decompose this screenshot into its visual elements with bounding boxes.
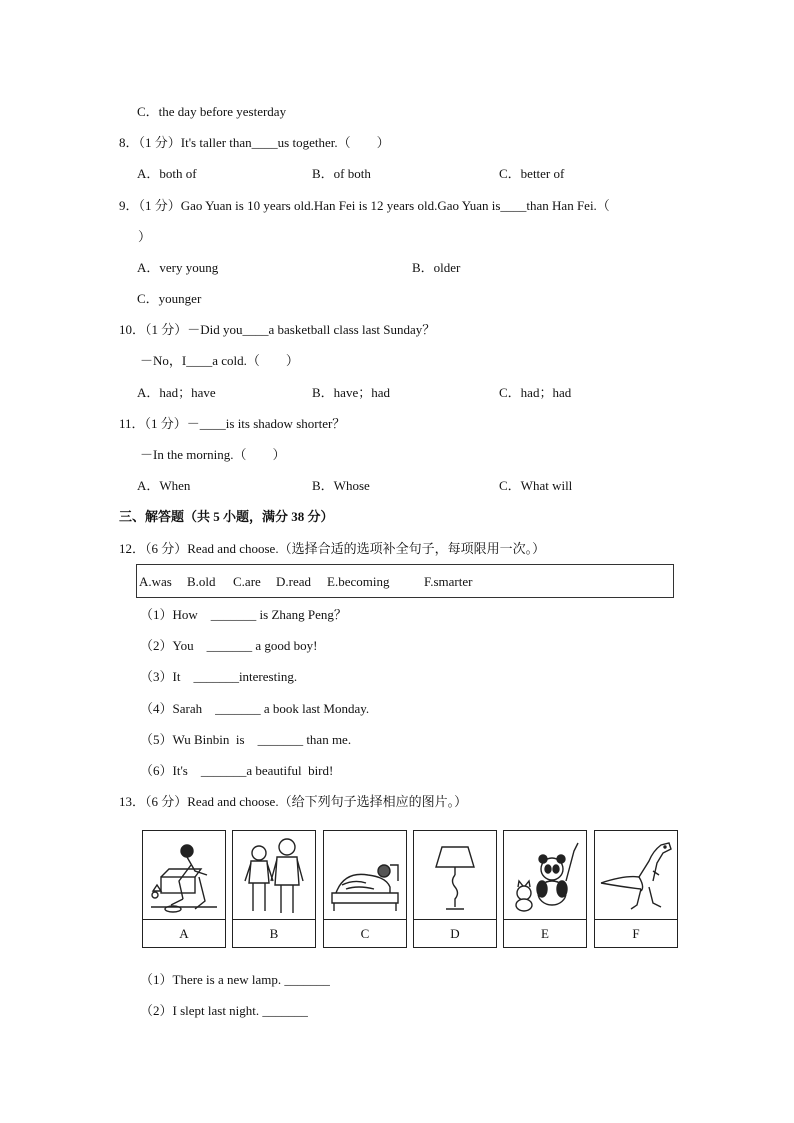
picture-a-label: A xyxy=(143,919,225,948)
picture-e xyxy=(503,830,587,948)
q11-option-c: C．What will xyxy=(499,478,573,493)
q12-item-2: （2）You _______ a good boy! xyxy=(140,638,318,653)
picture-d-label: D xyxy=(414,919,496,948)
q9-stem: 9．（1 分）Gao Yuan is 10 years old.Han Fei is 12 years old.Gao Yuan is____than Han Fei.（ xyxy=(119,198,610,213)
q8-option-c: C．better of xyxy=(499,166,565,181)
q11-stem: 11．（1 分）－____is its shadow shorter？ xyxy=(119,416,346,431)
word-option-d: D.read xyxy=(276,574,312,589)
q12-stem: 12．（6 分）Read and choose.（选择合适的选项补全句子，每项限用一次。） xyxy=(119,541,546,556)
word-option-e: E.becoming xyxy=(327,574,390,589)
q10-option-b: B．have；had xyxy=(312,385,390,400)
sleeping-child-icon xyxy=(324,831,406,919)
word-option-f: F.smarter xyxy=(424,574,473,589)
q13-item-2: （2）I slept last night. _______ xyxy=(140,1003,308,1018)
q7-option-c: C．the day before yesterday xyxy=(137,104,287,119)
q10-option-c: C．had；had xyxy=(499,385,572,400)
q12-item-6: （6）It's _______a beautiful bird! xyxy=(140,763,334,778)
q13-stem: 13．（6 分）Read and choose.（给下列句子选择相应的图片。） xyxy=(119,794,468,809)
panda-cat-icon xyxy=(504,831,586,919)
q8-option-a: A．both of xyxy=(137,166,197,181)
two-boys-icon xyxy=(233,831,315,919)
q11-option-b: B．Whose xyxy=(312,478,370,493)
picture-f-label: F xyxy=(595,919,677,948)
q10-stem: 10．（1 分）－Did you____a basketball class last Sunday？ xyxy=(119,322,436,337)
q9-option-b: B．older xyxy=(412,260,461,275)
picture-e-label: E xyxy=(504,919,586,948)
word-option-a: A.was xyxy=(139,574,172,589)
q8-stem: 8．（1 分）It's taller than____us together.（ ） xyxy=(119,135,390,150)
dinosaur-icon xyxy=(595,831,677,919)
lamp-icon xyxy=(414,831,496,919)
q12-item-5: （5）Wu Binbin is _______ than me. xyxy=(140,732,352,747)
q11-answer-line: －In the morning.（ ） xyxy=(140,447,286,462)
q8-option-b: B．of both xyxy=(312,166,371,181)
section-three-heading: 三、解答题（共 5 小题，满分 38 分） xyxy=(119,509,334,524)
picture-f xyxy=(594,830,678,948)
q13-picture-strip xyxy=(142,830,680,950)
cleaning-girl-icon xyxy=(143,831,225,919)
word-option-c: C.are xyxy=(233,574,261,589)
q12-item-3: （3）It _______interesting. xyxy=(140,669,298,684)
q9-stem-close: ） xyxy=(138,229,152,244)
picture-d xyxy=(413,830,497,948)
word-option-b: B.old xyxy=(187,574,216,589)
q9-option-c: C．younger xyxy=(137,291,202,306)
q12-word-box xyxy=(136,564,674,598)
q11-option-a: A．When xyxy=(137,478,191,493)
picture-a xyxy=(142,830,226,948)
q10-answer-line: －No，I____a cold.（ ） xyxy=(140,353,299,368)
q13-item-1: （1）There is a new lamp. _______ xyxy=(140,972,330,987)
q9-option-a: A．very young xyxy=(137,260,219,275)
picture-c-label: C xyxy=(324,919,406,948)
q12-item-4: （4）Sarah _______ a book last Monday. xyxy=(140,701,370,716)
picture-b-label: B xyxy=(233,919,315,948)
q10-option-a: A．had；have xyxy=(137,385,216,400)
picture-b xyxy=(232,830,316,948)
q12-item-1: （1）How _______ is Zhang Peng？ xyxy=(140,607,347,622)
picture-c xyxy=(323,830,407,948)
